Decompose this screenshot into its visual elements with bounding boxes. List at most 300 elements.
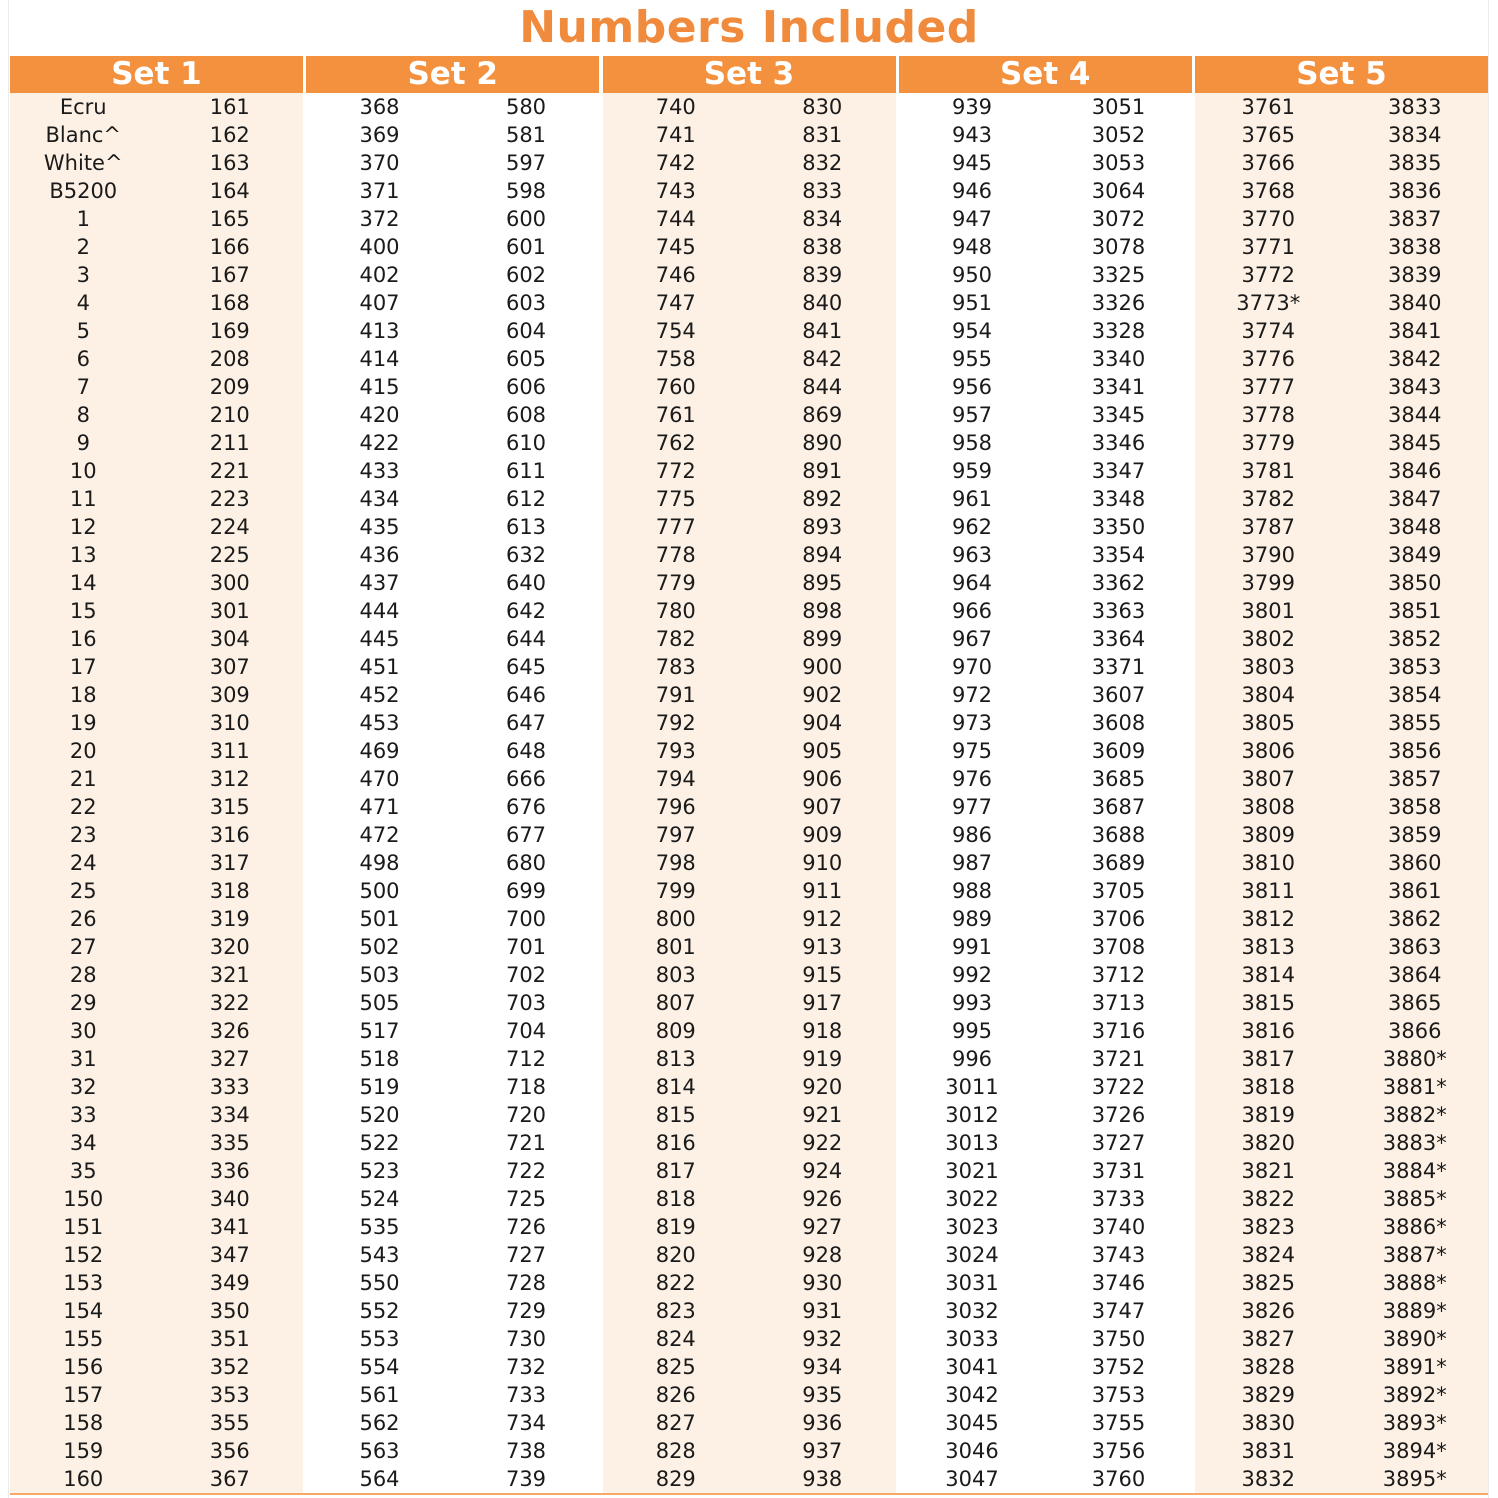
number-cell: 3819 <box>1241 1103 1295 1127</box>
number-cell: 3820 <box>1241 1131 1295 1155</box>
number-cell: 23 <box>69 823 97 847</box>
number-cell: 948 <box>951 235 993 259</box>
number-cell: 775 <box>655 487 696 511</box>
number-cell: 3687 <box>1091 795 1146 819</box>
number-cell: 3860 <box>1388 851 1442 875</box>
number-cell: 3607 <box>1091 683 1146 707</box>
number-cell: 167 <box>209 263 250 287</box>
set-1 <box>10 56 303 1493</box>
number-cell: 993 <box>951 991 993 1015</box>
number-cell: 3814 <box>1241 963 1295 987</box>
number-cell: 926 <box>802 1187 843 1211</box>
number-cell: 225 <box>209 543 250 567</box>
number-cell: 677 <box>505 823 547 847</box>
set-header: Set 1 <box>10 56 303 93</box>
number-cell: 3822 <box>1241 1187 1295 1211</box>
number-cell: 728 <box>505 1271 547 1295</box>
number-cell: 3813 <box>1241 935 1295 959</box>
number-cell: 3855 <box>1388 711 1442 735</box>
number-cell: 356 <box>209 1439 250 1463</box>
number-cell: 601 <box>505 235 547 259</box>
number-cell: 3755 <box>1091 1411 1146 1435</box>
set-5 <box>1195 56 1488 1493</box>
number-cell: 3816 <box>1241 1019 1295 1043</box>
number-cell: 315 <box>209 795 250 819</box>
number-cell: 3033 <box>945 1327 999 1351</box>
set-header: Set 5 <box>1195 56 1488 93</box>
number-cell: 164 <box>209 179 250 203</box>
number-cell: 814 <box>655 1075 696 1099</box>
number-cell: White^ <box>43 151 123 175</box>
number-cell: 319 <box>209 907 250 931</box>
number-cell: 902 <box>802 683 843 707</box>
number-cell: 995 <box>951 1019 993 1043</box>
number-cell: 14 <box>69 571 97 595</box>
number-cell: 3828 <box>1241 1355 1295 1379</box>
number-cell: 550 <box>359 1271 400 1295</box>
number-cell: 727 <box>505 1243 547 1267</box>
number-cell: 905 <box>802 739 843 763</box>
number-cell: 16 <box>69 627 97 651</box>
number-cell: 24 <box>69 851 97 875</box>
number-cell: 931 <box>802 1299 843 1323</box>
number-cell: 800 <box>655 907 696 931</box>
number-cell: 989 <box>951 907 993 931</box>
set-column <box>10 93 157 1493</box>
number-cell: 700 <box>505 907 547 931</box>
number-cell: 3348 <box>1091 487 1146 511</box>
number-cell: 3850 <box>1388 571 1442 595</box>
number-cell: 3812 <box>1241 907 1295 931</box>
number-cell: 676 <box>505 795 547 819</box>
number-cell: 321 <box>209 963 250 987</box>
number-cell: 309 <box>209 683 250 707</box>
number-cell: 3761 <box>1241 95 1295 119</box>
number-cell: 754 <box>655 319 696 343</box>
number-cell: 501 <box>359 907 400 931</box>
number-cell: 433 <box>359 459 400 483</box>
number-cell: 505 <box>359 991 400 1015</box>
number-cell: 741 <box>655 123 696 147</box>
set-header: Set 4 <box>899 56 1192 93</box>
number-cell: 519 <box>359 1075 400 1099</box>
number-cell: 680 <box>505 851 547 875</box>
number-cell: 553 <box>359 1327 400 1351</box>
number-cell: 3829 <box>1241 1383 1295 1407</box>
number-cell: 3861 <box>1388 879 1442 903</box>
number-cell: 543 <box>359 1243 400 1267</box>
number-cell: 3801 <box>1241 599 1295 623</box>
number-cell: 906 <box>802 767 843 791</box>
number-cell: 703 <box>505 991 547 1015</box>
number-cell: 25 <box>69 879 97 903</box>
number-cell: 739 <box>505 1467 547 1491</box>
number-cell: 666 <box>505 767 547 791</box>
number-cell: 22 <box>69 795 97 819</box>
number-cell: 3846 <box>1388 459 1442 483</box>
number-cell: 3845 <box>1388 431 1442 455</box>
number-cell: 3836 <box>1388 179 1442 203</box>
number-cell: 3328 <box>1091 319 1146 343</box>
number-cell: 351 <box>209 1327 250 1351</box>
number-cell: 895 <box>802 571 843 595</box>
number-cell: 913 <box>802 935 843 959</box>
number-cell: 3859 <box>1388 823 1442 847</box>
number-cell: 369 <box>359 123 400 147</box>
number-cell: 899 <box>802 627 843 651</box>
number-cell: 162 <box>209 123 250 147</box>
number-cell: 3802 <box>1241 627 1295 651</box>
number-cell: 368 <box>359 95 400 119</box>
number-cell: 597 <box>505 151 547 175</box>
number-cell: 3839 <box>1388 263 1442 287</box>
number-cell: 522 <box>359 1131 400 1155</box>
set-body <box>10 93 303 1493</box>
number-cell: 3830 <box>1241 1411 1295 1435</box>
number-cell: 938 <box>802 1467 843 1491</box>
number-cell: 35 <box>69 1159 97 1183</box>
number-cell: 699 <box>505 879 547 903</box>
number-cell: 26 <box>69 907 97 931</box>
number-cell: 956 <box>951 375 993 399</box>
page-title: Numbers Included <box>519 2 979 53</box>
number-cell: 13 <box>69 543 97 567</box>
number-cell: 3 <box>76 263 90 287</box>
number-cell: 372 <box>359 207 400 231</box>
number-cell: 420 <box>359 403 400 427</box>
number-cell: 645 <box>505 655 547 679</box>
number-cell: 844 <box>802 375 843 399</box>
number-cell: 535 <box>359 1215 400 1239</box>
number-cell: 647 <box>505 711 547 735</box>
number-cell: 809 <box>655 1019 696 1043</box>
number-cell: 796 <box>655 795 696 819</box>
number-cell: 300 <box>209 571 250 595</box>
number-cell: 945 <box>951 151 993 175</box>
number-cell: 8 <box>76 403 90 427</box>
number-cell: 563 <box>359 1439 400 1463</box>
number-cell: 3013 <box>945 1131 999 1155</box>
number-cell: 3842 <box>1388 347 1442 371</box>
number-cell: 3863 <box>1388 935 1442 959</box>
number-cell: 3882* <box>1382 1103 1447 1127</box>
number-cell: 153 <box>63 1271 104 1295</box>
number-cell: 833 <box>802 179 843 203</box>
number-cell: 3807 <box>1241 767 1295 791</box>
number-cell: 472 <box>359 823 400 847</box>
number-cell: 503 <box>359 963 400 987</box>
number-cell: 818 <box>655 1187 696 1211</box>
number-cell: 3045 <box>945 1411 999 1435</box>
number-cell: 904 <box>802 711 843 735</box>
number-cell: 3776 <box>1241 347 1295 371</box>
number-cell: 869 <box>802 403 843 427</box>
number-cell: 936 <box>802 1411 843 1435</box>
number-cell: 890 <box>802 431 843 455</box>
number-cell: 930 <box>802 1271 843 1295</box>
number-cell: 991 <box>951 935 993 959</box>
number-cell: 892 <box>802 487 843 511</box>
number-cell: 169 <box>209 319 250 343</box>
number-cell: 11 <box>69 487 97 511</box>
number-cell: 352 <box>209 1355 250 1379</box>
set-column <box>749 93 896 1493</box>
number-cell: 224 <box>209 515 250 539</box>
number-cell: 820 <box>655 1243 696 1267</box>
number-cell: 3032 <box>945 1299 999 1323</box>
number-cell: 3826 <box>1241 1299 1295 1323</box>
number-cell: 721 <box>505 1131 547 1155</box>
number-cell: 819 <box>655 1215 696 1239</box>
number-cell: 158 <box>63 1411 104 1435</box>
number-cell: 988 <box>951 879 993 903</box>
number-cell: 828 <box>655 1439 696 1463</box>
number-cell: 919 <box>802 1047 843 1071</box>
number-cell: 779 <box>655 571 696 595</box>
set-column <box>453 93 600 1493</box>
number-cell: 610 <box>505 431 547 455</box>
number-cell: 350 <box>209 1299 250 1323</box>
number-cell: 307 <box>209 655 250 679</box>
number-cell: 3765 <box>1241 123 1295 147</box>
number-cell: 600 <box>505 207 547 231</box>
number-cell: 502 <box>359 935 400 959</box>
number-cell: 943 <box>951 123 993 147</box>
number-cell: 915 <box>802 963 843 987</box>
number-cell: 157 <box>63 1383 104 1407</box>
number-cell: 962 <box>951 515 993 539</box>
number-cell: 340 <box>209 1187 250 1211</box>
number-cell: 3326 <box>1091 291 1146 315</box>
set-column <box>603 93 750 1493</box>
number-cell: 644 <box>505 627 547 651</box>
number-cell: 967 <box>951 627 993 651</box>
number-cell: 3362 <box>1091 571 1146 595</box>
number-cell: 921 <box>802 1103 843 1127</box>
number-cell: 758 <box>655 347 696 371</box>
number-cell: 312 <box>209 767 250 791</box>
number-cell: 3821 <box>1241 1159 1295 1183</box>
number-cell: 6 <box>76 347 90 371</box>
number-cell: 28 <box>69 963 97 987</box>
number-cell: 3790 <box>1241 543 1295 567</box>
number-cell: 3837 <box>1388 207 1442 231</box>
number-cell: 500 <box>359 879 400 903</box>
number-cell: 3713 <box>1091 991 1146 1015</box>
number-cell: 738 <box>505 1439 547 1463</box>
number-cell: 3716 <box>1091 1019 1146 1043</box>
number-cell: 3847 <box>1388 487 1442 511</box>
number-cell: 744 <box>655 207 696 231</box>
number-cell: 311 <box>209 739 250 763</box>
number-cell: 3078 <box>1091 235 1146 259</box>
number-cell: 3818 <box>1241 1075 1295 1099</box>
number-cell: 3787 <box>1241 515 1295 539</box>
number-cell: 3864 <box>1388 963 1442 987</box>
number-cell: 3721 <box>1091 1047 1146 1071</box>
set-column <box>1342 93 1489 1493</box>
number-cell: 3894* <box>1382 1439 1447 1463</box>
number-cell: B5200 <box>49 179 118 203</box>
number-cell: 310 <box>209 711 250 735</box>
number-cell: 3012 <box>945 1103 999 1127</box>
number-cell: 17 <box>69 655 97 679</box>
number-cell: 30 <box>69 1019 97 1043</box>
number-cell: 3865 <box>1388 991 1442 1015</box>
number-cell: 987 <box>951 851 993 875</box>
number-cell: 3832 <box>1241 1467 1295 1491</box>
number-cell: 973 <box>951 711 993 735</box>
number-cell: 743 <box>655 179 696 203</box>
number-cell: 603 <box>505 291 547 315</box>
number-cell: 453 <box>359 711 400 735</box>
number-cell: 927 <box>802 1215 843 1239</box>
number-cell: 3046 <box>945 1439 999 1463</box>
number-cell: 834 <box>802 207 843 231</box>
number-cell: 702 <box>505 963 547 987</box>
number-cell: 221 <box>209 459 250 483</box>
number-cell: 18 <box>69 683 97 707</box>
number-cell: 520 <box>359 1103 400 1127</box>
number-cell: 3851 <box>1388 599 1442 623</box>
number-cell: 436 <box>359 543 400 567</box>
number-cell: 3345 <box>1091 403 1146 427</box>
number-cell: 304 <box>209 627 250 651</box>
number-cell: 524 <box>359 1187 400 1211</box>
set-4 <box>899 56 1192 1493</box>
set-column <box>1045 93 1192 1493</box>
number-cell: 957 <box>951 403 993 427</box>
number-cell: 732 <box>505 1355 547 1379</box>
number-cell: 939 <box>951 95 993 119</box>
number-cell: 3889* <box>1382 1299 1447 1323</box>
number-cell: 934 <box>802 1355 843 1379</box>
number-cell: 152 <box>63 1243 104 1267</box>
number-cell: 349 <box>209 1271 250 1295</box>
number-cell: 3743 <box>1091 1243 1146 1267</box>
number-cell: 726 <box>505 1215 547 1239</box>
number-cell: 761 <box>655 403 696 427</box>
number-cell: 762 <box>655 431 696 455</box>
number-cell: 3854 <box>1388 683 1442 707</box>
number-cell: 3880* <box>1382 1047 1447 1071</box>
number-cell: 3805 <box>1241 711 1295 735</box>
number-cell: 161 <box>209 95 250 119</box>
number-cell: 3024 <box>945 1243 999 1267</box>
number-cell: 3064 <box>1091 179 1146 203</box>
number-cell: 581 <box>505 123 547 147</box>
number-cell: 3888* <box>1382 1271 1447 1295</box>
number-cell: 606 <box>505 375 547 399</box>
number-cell: 3892* <box>1382 1383 1447 1407</box>
number-cell: 830 <box>802 95 843 119</box>
number-cell: 150 <box>63 1187 104 1211</box>
number-cell: 33 <box>69 1103 97 1127</box>
number-cell: 839 <box>802 263 843 287</box>
number-cell: 3753 <box>1091 1383 1146 1407</box>
number-cell: 29 <box>69 991 97 1015</box>
number-cell: 3706 <box>1091 907 1146 931</box>
number-cell: 3885* <box>1382 1187 1447 1211</box>
set-body <box>603 93 896 1493</box>
number-cell: 445 <box>359 627 400 651</box>
number-cell: 777 <box>655 515 696 539</box>
number-cell: 3022 <box>945 1187 999 1211</box>
number-cell: 3727 <box>1091 1131 1146 1155</box>
number-cell: 552 <box>359 1299 400 1323</box>
number-cell: 3347 <box>1091 459 1146 483</box>
number-cell: 347 <box>209 1243 250 1267</box>
number-cell: 3042 <box>945 1383 999 1407</box>
number-cell: 322 <box>209 991 250 1015</box>
number-cell: 730 <box>505 1327 547 1351</box>
number-cell: 831 <box>802 123 843 147</box>
number-cell: 712 <box>505 1047 547 1071</box>
number-cell: 911 <box>802 879 843 903</box>
number-cell: 648 <box>505 739 547 763</box>
number-cell: 3752 <box>1091 1355 1146 1379</box>
number-cell: 3887* <box>1382 1243 1447 1267</box>
number-cell: 3891* <box>1382 1355 1447 1379</box>
number-cell: 554 <box>359 1355 400 1379</box>
number-cell: 842 <box>802 347 843 371</box>
number-cell: 3346 <box>1091 431 1146 455</box>
number-cell: 894 <box>802 543 843 567</box>
number-cell: 3804 <box>1241 683 1295 707</box>
number-cell: 498 <box>359 851 400 875</box>
number-cell: 722 <box>505 1159 547 1183</box>
number-cell: 976 <box>951 767 993 791</box>
number-cell: 165 <box>209 207 250 231</box>
number-cell: 3770 <box>1241 207 1295 231</box>
number-cell: 3777 <box>1241 375 1295 399</box>
number-cell: 435 <box>359 515 400 539</box>
number-cell: 9 <box>76 431 90 455</box>
number-cell: 977 <box>951 795 993 819</box>
set-column <box>1195 93 1342 1493</box>
number-cell: 937 <box>802 1439 843 1463</box>
number-cell: 301 <box>209 599 250 623</box>
set-header: Set 2 <box>306 56 599 93</box>
number-cell: 794 <box>655 767 696 791</box>
number-cell: 3726 <box>1091 1103 1146 1127</box>
number-cell: 3740 <box>1091 1215 1146 1239</box>
set-header: Set 3 <box>603 56 896 93</box>
number-cell: 791 <box>655 683 696 707</box>
number-cell: 893 <box>802 515 843 539</box>
number-cell: 3072 <box>1091 207 1146 231</box>
number-cell: 422 <box>359 431 400 455</box>
number-cell: 3354 <box>1091 543 1146 567</box>
number-cell: 3862 <box>1388 907 1442 931</box>
number-cell: 824 <box>655 1327 696 1351</box>
number-cell: 3774 <box>1241 319 1295 343</box>
number-cell: 729 <box>505 1299 547 1323</box>
number-cell: 701 <box>505 935 547 959</box>
number-cell: 3852 <box>1388 627 1442 651</box>
number-cell: 3890* <box>1382 1327 1447 1351</box>
number-cell: 832 <box>802 151 843 175</box>
number-cell: 611 <box>505 459 547 483</box>
number-cell: 3341 <box>1091 375 1146 399</box>
number-cell: 3778 <box>1241 403 1295 427</box>
number-cell: 898 <box>802 599 843 623</box>
number-cell: 3823 <box>1241 1215 1295 1239</box>
number-cell: 561 <box>359 1383 400 1407</box>
number-cell: 3371 <box>1091 655 1146 679</box>
number-cell: 946 <box>951 179 993 203</box>
number-cell: 891 <box>802 459 843 483</box>
